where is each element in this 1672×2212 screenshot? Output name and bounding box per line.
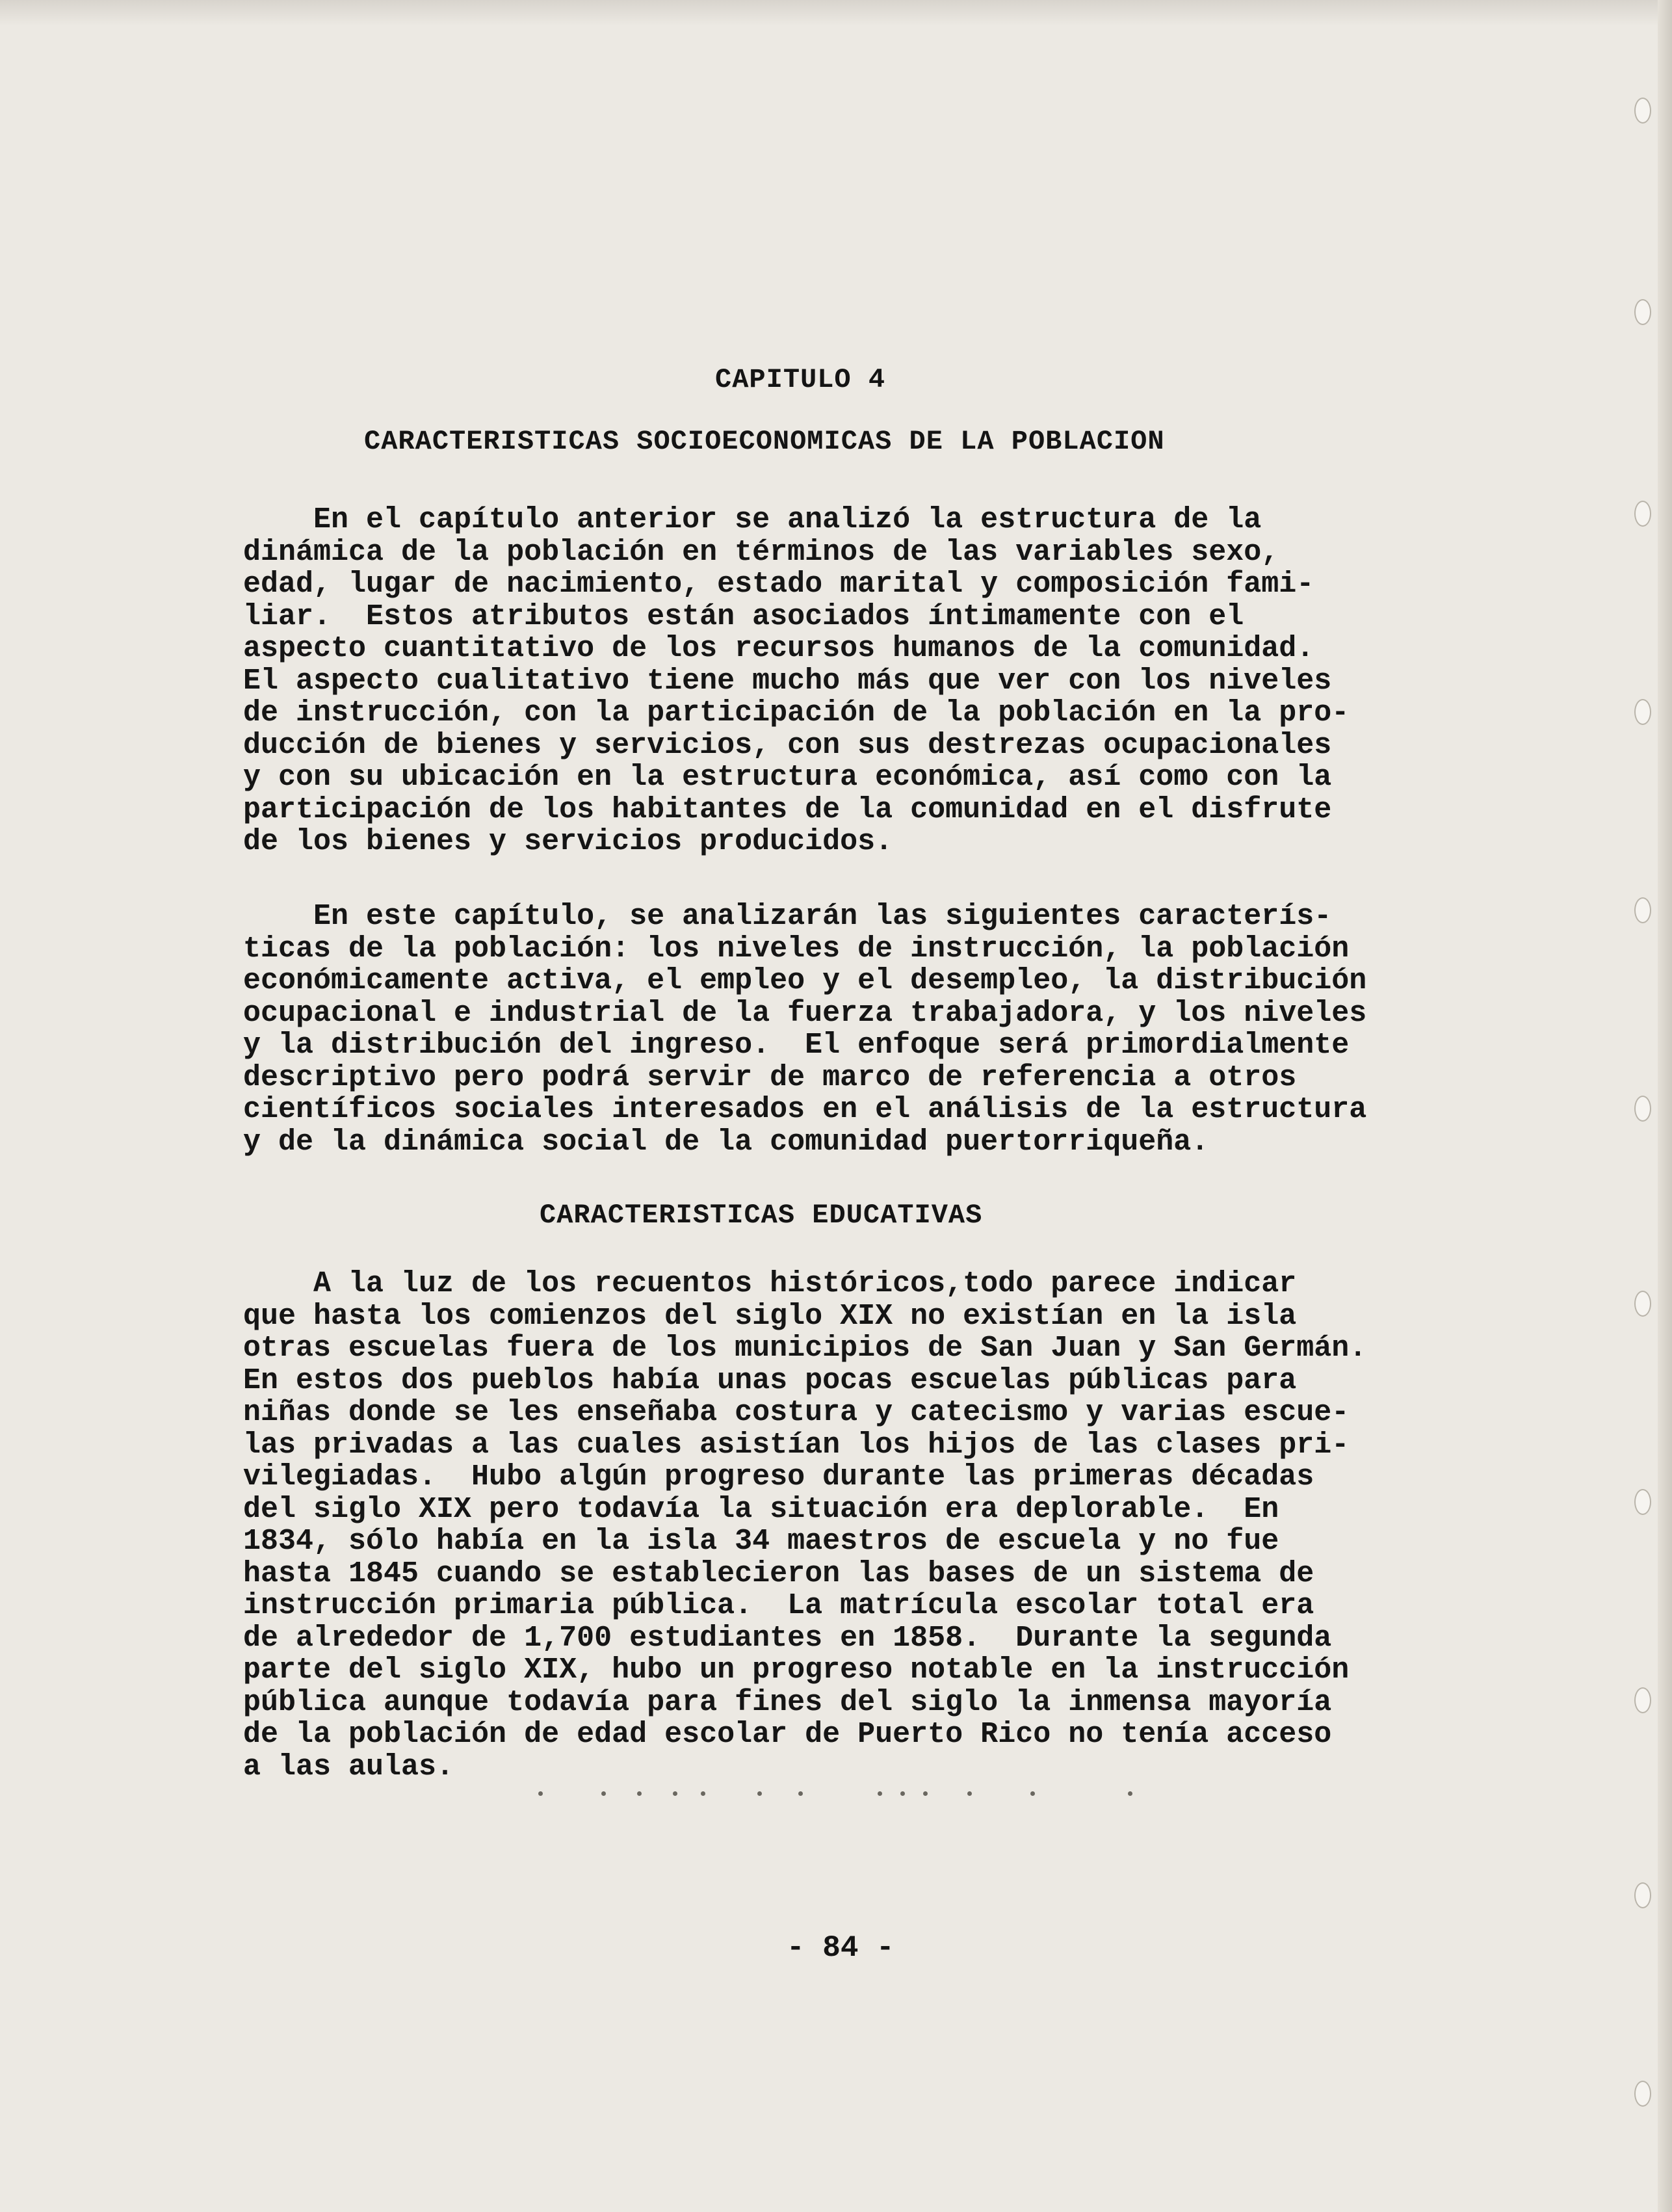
text-line: instrucción primaria pública. La matrícula escolar total era	[243, 1589, 1314, 1622]
text-line: niñas donde se les enseñaba costura y catecismo y varias escue-	[243, 1396, 1350, 1429]
text-line: ticas de la población: los niveles de instrucción, la población	[243, 932, 1350, 966]
text-line: A la luz de los recuentos históricos,todo parece indicar	[243, 1267, 1297, 1300]
text-line: las privadas a las cuales asistían los hijos de las clases pri-	[243, 1428, 1350, 1462]
text-line: que hasta los comienzos del siglo XIX no existían en la isla	[243, 1299, 1297, 1333]
scan-speckles	[533, 1791, 1183, 1817]
text-line: parte del siglo XIX, hubo un progreso notable en la instrucción	[243, 1653, 1350, 1687]
speckle	[1128, 1791, 1132, 1796]
text-line: de los bienes y servicios producidos.	[243, 825, 893, 858]
text-line: de instrucción, con la participación de la población en la pro-	[243, 696, 1350, 730]
text-line: a las aulas.	[243, 1750, 454, 1784]
text-line: vilegiadas. Hubo algún progreso durante las primeras décadas	[243, 1460, 1314, 1494]
text-line: de la población de edad escolar de Puerto Rico no tenía acceso	[243, 1718, 1332, 1751]
section-heading: CARACTERISTICAS EDUCATIVAS	[540, 1200, 983, 1231]
text-line: de alrededor de 1,700 estudiantes en 1858. Durante la segunda	[243, 1621, 1332, 1655]
text-line: dinámica de la población en términos de las variables sexo,	[243, 535, 1279, 569]
text-line: y con su ubicación en la estructura económica, así como con la	[243, 761, 1332, 794]
text-line: El aspecto cualitativo tiene mucho más que ver con los niveles	[243, 664, 1332, 698]
speckle	[637, 1791, 642, 1796]
text-line: descriptivo pero podrá servir de marco de referencia a otros	[243, 1060, 1297, 1094]
text-line: y la distribución del ingreso. El enfoque será primordialmente	[243, 1029, 1350, 1062]
binder-hole	[1634, 299, 1651, 325]
binder-hole	[1634, 2081, 1651, 2107]
text-line: pública aunque todavía para fines del siglo la inmensa mayoría	[243, 1685, 1332, 1719]
text-line: hasta 1845 cuando se establecieron las bases de un sistema de	[243, 1557, 1314, 1590]
paragraph-2	[243, 901, 1550, 1158]
binder-hole	[1634, 1882, 1651, 1908]
paragraph-1	[243, 504, 1550, 858]
text-line: En el capítulo anterior se analizó la estructura de la	[243, 503, 1262, 536]
binder-hole	[1634, 699, 1651, 725]
speckle	[923, 1791, 928, 1796]
binder-hole	[1634, 1687, 1651, 1713]
text-line: aspecto cuantitativo de los recursos humanos de la comunidad.	[243, 632, 1314, 665]
page-number: - 84 -	[787, 1931, 895, 1965]
text-line: edad, lugar de nacimiento, estado marital y composición fami-	[243, 568, 1314, 601]
page-right-edge	[1658, 0, 1672, 2212]
text-line: 1834, sólo había en la isla 34 maestros de escuela y no fue	[243, 1525, 1279, 1558]
speckle	[538, 1791, 543, 1796]
speckle	[601, 1791, 606, 1796]
text-line: científicos sociales interesados en el análisis de la estructura	[243, 1093, 1367, 1126]
chapter-title: CAPITULO 4	[715, 364, 886, 395]
text-line: liar. Estos atributos están asociados íntimamente con el	[243, 599, 1244, 633]
text-line: y de la dinámica social de la comunidad puertorriqueña.	[243, 1125, 1209, 1159]
text-line: En estos dos pueblos había unas pocas escuelas públicas para	[243, 1363, 1297, 1397]
chapter-subtitle: CARACTERISTICAS SOCIOECONOMICAS DE LA POBLACION	[364, 426, 1165, 457]
binder-hole	[1634, 98, 1651, 124]
text-line: económicamente activa, el empleo y el desempleo, la distribución	[243, 964, 1367, 997]
binder-hole	[1634, 897, 1651, 923]
paragraph-3	[243, 1268, 1550, 1783]
binder-hole	[1634, 1291, 1651, 1317]
speckle	[757, 1791, 762, 1796]
speckle	[798, 1791, 803, 1796]
binder-hole	[1634, 501, 1651, 527]
text-line: participación de los habitantes de la comunidad en el disfrute	[243, 793, 1332, 826]
speckle	[900, 1791, 905, 1796]
speckle	[701, 1791, 705, 1796]
binder-hole	[1634, 1096, 1651, 1122]
text-line: ducción de bienes y servicios, con sus destrezas ocupacionales	[243, 728, 1332, 762]
speckle	[967, 1791, 972, 1796]
text-line: ocupacional e industrial de la fuerza trabajadora, y los niveles	[243, 996, 1367, 1030]
page-top-edge	[0, 0, 1672, 26]
text-line: del siglo XIX pero todavía la situación era deplorable. En	[243, 1492, 1279, 1526]
speckle	[1030, 1791, 1035, 1796]
speckle	[878, 1791, 882, 1796]
text-line: otras escuelas fuera de los municipios de San Juan y San Germán.	[243, 1332, 1367, 1365]
text-line: En este capítulo, se analizarán las siguientes caracterís-	[243, 900, 1332, 933]
binder-hole	[1634, 1489, 1651, 1515]
speckle	[673, 1791, 677, 1796]
